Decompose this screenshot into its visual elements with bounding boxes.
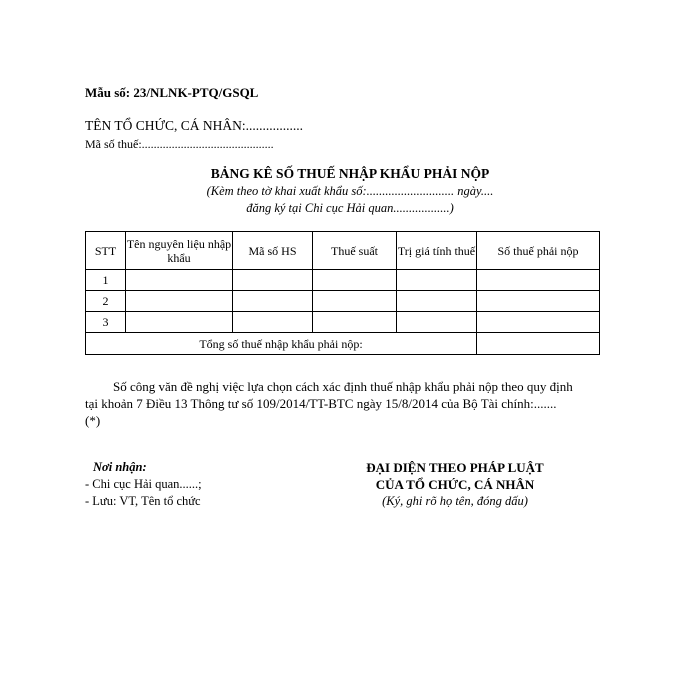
col-header-tax-payable: Số thuế phải nộp	[477, 232, 600, 270]
table-header-row	[86, 232, 600, 270]
table-cell	[126, 291, 233, 312]
form-code: Mẫu số: 23/NLNK-PTQ/GSQL	[85, 85, 259, 100]
table-total-row	[86, 333, 600, 355]
recipient-item: - Chi cục Hải quan......;	[85, 477, 202, 491]
table-cell	[233, 312, 313, 333]
col-header-tax-rate: Thuế suất	[313, 232, 397, 270]
total-value	[477, 333, 600, 355]
table-cell	[233, 291, 313, 312]
signature-title-line2: CỦA TỔ CHỨC, CÁ NHÂN	[375, 477, 535, 492]
table-cell	[126, 270, 233, 291]
recipients-title: Nơi nhận:	[93, 460, 147, 474]
tax-code-line: Mã số thuế:............................................	[85, 137, 274, 151]
document-subtitle-line1: (Kèm theo tờ khai xuất khẩu số:............................ ngày....	[206, 184, 494, 198]
col-header-hs-code: Mã số HS	[233, 232, 313, 270]
table-cell	[233, 270, 313, 291]
table-row	[86, 312, 600, 333]
col-header-stt: STT	[86, 232, 126, 270]
table-row	[86, 270, 600, 291]
total-label: Tổng số thuế nhập khẩu phải nộp:	[86, 333, 477, 355]
col-header-taxable-value: Trị giá tính thuế	[397, 232, 477, 270]
table-cell	[397, 291, 477, 312]
paragraph-line2: tại khoản 7 Điều 13 Thông tư số 109/2014/TT-BTC ngày 15/8/2014 của Bộ Tài chính:.......	[85, 396, 557, 411]
table-cell: 3	[86, 312, 126, 333]
table-cell	[477, 270, 600, 291]
signature-instruction: (Ký, ghi rõ họ tên, đóng dấu)	[382, 494, 528, 508]
col-header-material-name: Tên nguyên liệu nhập khẩu	[126, 232, 233, 270]
signature-title-line1: ĐẠI DIỆN THEO PHÁP LUẬT	[366, 460, 544, 475]
table-cell: 1	[86, 270, 126, 291]
table-cell	[397, 270, 477, 291]
table-cell	[477, 312, 600, 333]
paragraph-line3: (*)	[85, 413, 101, 428]
document-subtitle-line2: đăng ký tại Chi cục Hải quan..................)	[246, 201, 454, 215]
table-cell	[397, 312, 477, 333]
table-cell	[313, 291, 397, 312]
recipient-item: - Lưu: VT, Tên tổ chức	[85, 494, 201, 508]
table-cell	[313, 270, 397, 291]
table-cell	[313, 312, 397, 333]
org-name-line: TÊN TỔ CHỨC, CÁ NHÂN:.................	[85, 118, 303, 133]
table-cell	[126, 312, 233, 333]
paragraph-line1: Số công văn đề nghị việc lựa chọn cách xác định thuế nhập khẩu phải nộp theo quy định	[113, 379, 573, 394]
table-row	[86, 291, 600, 312]
tax-table	[85, 231, 600, 355]
table-cell: 2	[86, 291, 126, 312]
document-title: BẢNG KÊ SỐ THUẾ NHẬP KHẨU PHẢI NỘP	[210, 166, 490, 181]
table-cell	[477, 291, 600, 312]
